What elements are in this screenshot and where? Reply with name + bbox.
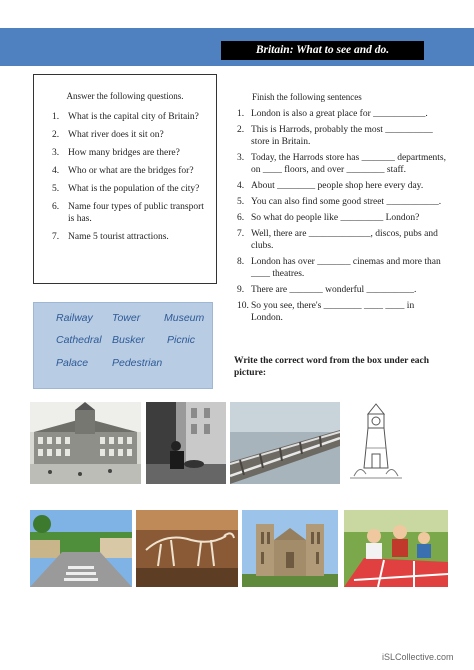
- question-number: 3.: [52, 148, 60, 158]
- sentence-item: [237, 256, 447, 280]
- sentences-heading: Finish the following sentences: [252, 92, 362, 102]
- word-palace: Palace: [56, 357, 89, 369]
- sentence-number: 2.: [237, 125, 245, 135]
- page-title: Britain: What to see and do.: [221, 41, 424, 60]
- question-item: [52, 183, 212, 195]
- word-picnic: Picnic: [167, 334, 196, 346]
- question-item: [52, 147, 212, 159]
- sentence-text: You can also find some good street ___________.: [251, 197, 442, 207]
- question-text: How many bridges are there?: [68, 148, 180, 158]
- question-item: [52, 111, 212, 123]
- word-box: [33, 302, 213, 389]
- sentence-number: 6.: [237, 213, 245, 223]
- question-number: 7.: [52, 232, 60, 242]
- sentence-item: [237, 196, 447, 208]
- sentence-item: [237, 300, 447, 324]
- sentence-text: So you see, there's ________ ____ ____ in London.: [251, 301, 415, 323]
- question-text: What river does it sit on?: [68, 130, 164, 140]
- picnic-picture: [344, 510, 448, 587]
- cathedral-picture: [242, 510, 338, 587]
- sentence-number: 3.: [237, 153, 245, 163]
- sentence-number: 8.: [237, 257, 245, 267]
- question-item: [52, 129, 212, 141]
- word-tower: Tower: [112, 312, 141, 324]
- footer-credit: iSLCollective.com: [382, 652, 454, 662]
- word-museum: Museum: [164, 312, 205, 324]
- question-text: Who or what are the bridges for?: [68, 166, 194, 176]
- sentence-text: There are _______ wonderful __________.: [251, 285, 417, 295]
- question-number: 1.: [52, 112, 60, 122]
- sentence-number: 5.: [237, 197, 245, 207]
- question-number: 2.: [52, 130, 60, 140]
- questions-box: [33, 74, 217, 284]
- sentence-item: [237, 212, 447, 224]
- question-number: 4.: [52, 166, 60, 176]
- question-text: What is the population of the city?: [68, 184, 200, 194]
- sentence-text: This is Harrods, probably the most __________ store in Britain.: [251, 125, 433, 147]
- question-text: Name 5 tourist attractions.: [68, 232, 169, 242]
- word-railway: Railway: [56, 312, 93, 324]
- sentence-number: 7.: [237, 229, 245, 239]
- question-item: [52, 165, 212, 177]
- sentence-item: [237, 124, 447, 148]
- sentence-text: London has over _______ cinemas and more than ____ theatres.: [251, 257, 441, 279]
- sentence-number: 4.: [237, 181, 245, 191]
- sentence-item: [237, 180, 447, 192]
- questions-list: [52, 111, 212, 249]
- sentence-text: About ________ people shop here every day.: [251, 181, 424, 191]
- sentence-text: London is also a great place for ___________.: [251, 109, 428, 119]
- sentence-item: [237, 108, 447, 120]
- word-pedestrian: Pedestrian: [112, 357, 163, 369]
- word-cathedral: Cathedral: [56, 334, 102, 346]
- palace-picture: [30, 402, 141, 484]
- question-item: [52, 201, 212, 225]
- question-text: What is the capital city of Britain?: [68, 112, 199, 122]
- sentence-text: Today, the Harrods store has _______ departments, on ____ floors, and over ________ staff.: [251, 153, 447, 175]
- instruction-text: Write the correct word from the box under each picture:: [234, 356, 430, 378]
- question-number: 6.: [52, 202, 60, 212]
- sentence-text: So what do people like _________ London?: [251, 213, 420, 223]
- sentence-number: 9.: [237, 285, 245, 295]
- question-item: [52, 231, 212, 243]
- question-text: Name four types of public transport is has.: [68, 202, 204, 224]
- question-number: 5.: [52, 184, 60, 194]
- sentence-number: 1.: [237, 109, 245, 119]
- sentence-item: [237, 228, 447, 252]
- sentence-number: 10.: [237, 301, 249, 311]
- sentence-item: [237, 152, 447, 176]
- word-busker: Busker: [112, 334, 145, 346]
- busker-picture: [146, 402, 226, 484]
- pedestrian-picture: [30, 510, 132, 587]
- railway-picture: [230, 402, 340, 484]
- museum-picture: [136, 510, 238, 587]
- questions-heading: Answer the following questions.: [66, 91, 184, 101]
- sentences-list: [237, 108, 447, 328]
- sentence-item: [237, 284, 447, 296]
- tower-picture: [346, 402, 406, 484]
- sentence-text: Well, there are _____________, discos, pubs and clubs.: [251, 229, 438, 251]
